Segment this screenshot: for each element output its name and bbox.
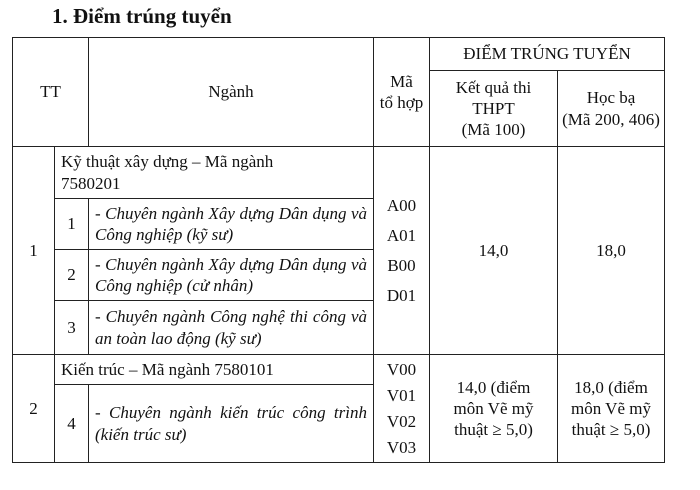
table-row (13, 147, 665, 199)
subject-codes: A00 A01 B00 D01 (374, 147, 430, 355)
sub-major-name: - Chuyên ngành kiến trúc công trình (kiến trúc sư) (89, 385, 374, 463)
sub-number: 3 (55, 301, 89, 355)
header-hoc-ba: Học bạ (Mã 200, 406) (558, 71, 665, 147)
table-row (13, 355, 665, 385)
sub-number: 4 (55, 385, 89, 463)
sub-major-name: - Chuyên ngành Xây dựng Dân dụng và Công nghiệp (kỹ sư) (89, 199, 374, 250)
header-ma-to-hop: Mã tổ hợp (374, 38, 430, 147)
score-thpt: 14,0 (điểm môn Vẽ mỹ thuật ≥ 5,0) (430, 355, 558, 463)
score-hoc-ba: 18,0 (558, 147, 665, 355)
header-nganh: Ngành (89, 38, 374, 147)
sub-major-name: - Chuyên ngành Xây dựng Dân dụng và Công nghiệp (cử nhân) (89, 250, 374, 301)
sub-major-name: - Chuyên ngành Công nghệ thi công và an toàn lao động (kỹ sư) (89, 301, 374, 355)
major-title: Kỹ thuật xây dựng – Mã ngành 7580201 (55, 147, 374, 199)
major-title: Kiến trúc – Mã ngành 7580101 (55, 355, 374, 385)
header-tt: TT (13, 38, 89, 147)
admission-score-table (12, 37, 665, 463)
score-hoc-ba: 18,0 (điểm môn Vẽ mỹ thuật ≥ 5,0) (558, 355, 665, 463)
group-number: 2 (13, 355, 55, 463)
group-number: 1 (13, 147, 55, 355)
header-thpt: Kết quả thi THPT (Mã 100) (430, 71, 558, 147)
sub-number: 2 (55, 250, 89, 301)
subject-codes: V00 V01 V02 V03 (374, 355, 430, 463)
header-diem-trung-tuyen: ĐIỂM TRÚNG TUYỂN (430, 38, 665, 71)
sub-number: 1 (55, 199, 89, 250)
section-heading: 1. Điểm trúng tuyển (52, 4, 232, 28)
score-thpt: 14,0 (430, 147, 558, 355)
